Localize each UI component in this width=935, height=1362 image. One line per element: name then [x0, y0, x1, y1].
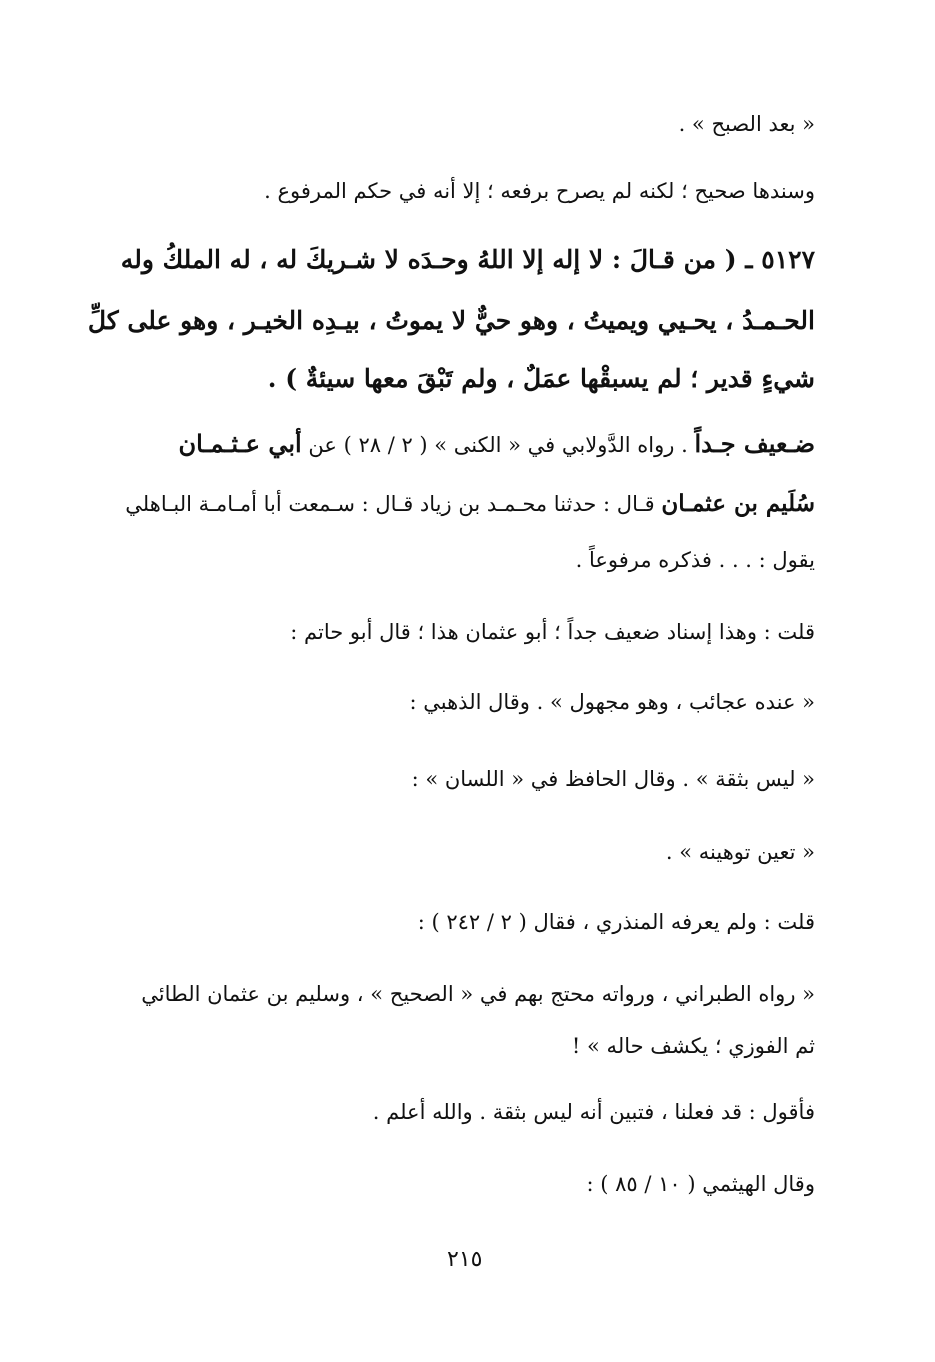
comment-line-5: قلت : ولم يعرفه المنذري ، فقال ( ٢ / ٢٤٢ ) : [417, 910, 815, 934]
isnad-text: قـال : حدثنا محـمـد بن زياد قـال : سـمعت أبا أمـامـة البـاهلي [125, 492, 662, 516]
hadith-line-1: ٥١٢٧ ـ ( من قـالَ : لا إله إلا اللهُ وحـدَه لا شـريكَ له ، له الملكُ وله [120, 245, 815, 274]
comment-line-4: « تعين توهينه » . [665, 840, 815, 864]
hadith-line-3: شيءٍ قدير ؛ لم يسبقْها عمَلٌ ، ولم تَبْقَ معها سيئةٌ ) . [267, 364, 815, 393]
page-number: ٢١٥ [447, 1247, 483, 1272]
comment-line-8: فأقول : قد فعلنا ، فتبين أنه ليس بثقة . والله أعلم . [372, 1100, 815, 1124]
comment-line-9: وقال الهيثمي ( ١٠ / ٨٥ ) : [586, 1172, 815, 1196]
grading-source: . رواه الدَّولابي في « الكنى » ( ٢ / ٢٨ ) عن [301, 433, 695, 457]
comment-line-2: « عنده عجائب ، وهو مجهول » . وقال الذهبي : [409, 690, 815, 714]
grading-line-2 [125, 490, 815, 517]
comment-line-3: « ليس بثقة » . وقال الحافظ في « اللسان » : [411, 767, 815, 791]
comment-line-1: قلت : وهذا إسناد ضعيف جداً ؛ أبو عثمان هذا ؛ قال أبو حاتم : [290, 620, 815, 644]
hadith-line-2: الحـمـدُ ، يحـيي ويميتُ ، وهو حيٌّ لا يموتُ ، بيـدِه الخيـر ، وهو على كلِّ [87, 306, 815, 335]
text-line-1: « بعد الصبح » . [678, 112, 815, 136]
narrator-full-name: سُلَيم بن عثمـان [661, 490, 815, 517]
comment-line-6: « رواه الطبراني ، ورواته محتج بهم في « الصحيح » ، وسليم بن عثمان الطائي [141, 982, 815, 1006]
grading-line-3: يقول : . . . فذكره مرفوعاً . [575, 548, 815, 572]
narrator-name: أبي عـثـمـان [178, 429, 302, 458]
grading-line-1 [179, 429, 815, 458]
comment-line-7: ثم الفوزي ؛ يكشف حاله » ! [571, 1034, 815, 1058]
grading-verdict: ضـعيف جـداً [694, 429, 815, 458]
text-line-2: وسندها صحيح ؛ لكنه لم يصرح برفعه ؛ إلا أنه في حكم المرفوع . [264, 179, 815, 203]
